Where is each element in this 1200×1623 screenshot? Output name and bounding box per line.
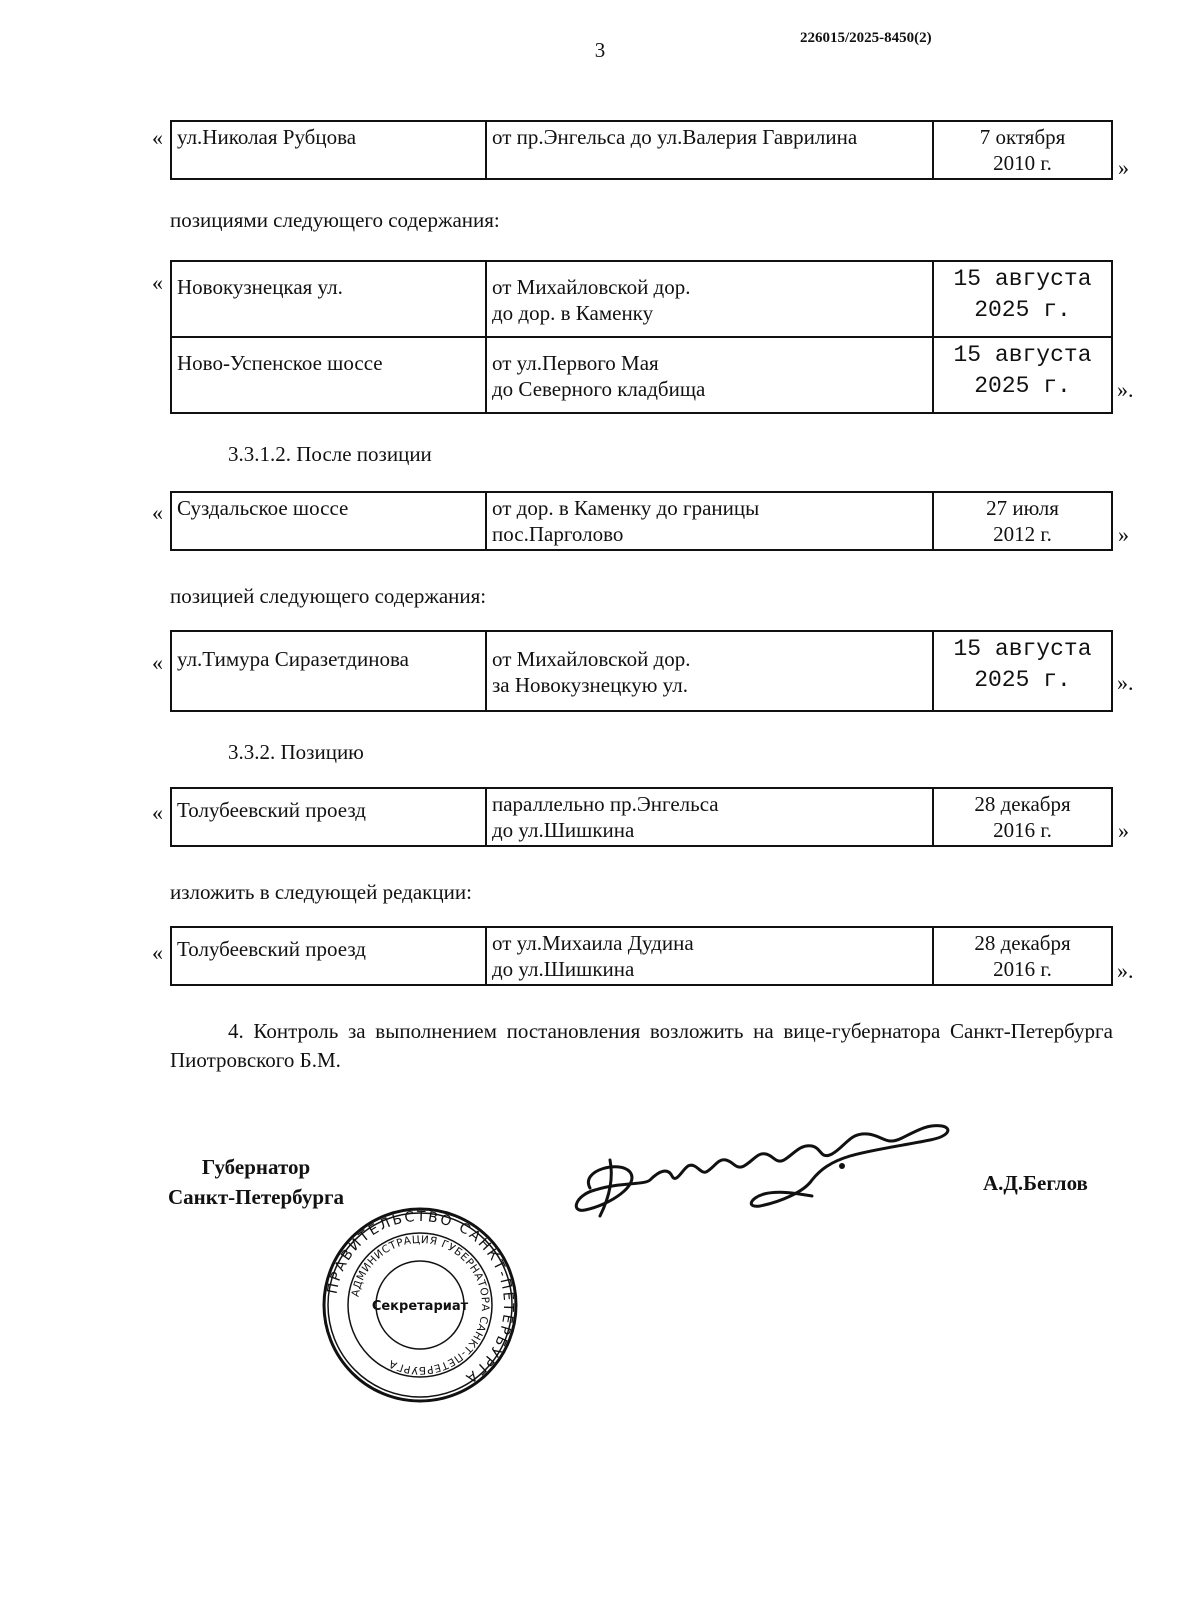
section-line: от ул.Михаила Дудина [492,931,694,955]
date-line: 15 августа [953,266,1092,292]
closing-quote: » [1118,522,1129,547]
table-row [171,261,1112,337]
street-cell: Ново-Успенское шоссе [171,337,486,413]
closing-quote: ». [1117,377,1134,402]
opening-quote: « [152,270,163,295]
date-line: 2025 г. [974,297,1071,323]
opening-quote: « [152,500,163,525]
section-line: до Северного кладбища [492,377,706,401]
opening-quote: « [152,940,163,965]
section-cell [486,631,933,711]
street-table-5 [170,787,1113,847]
signatory-title [168,1152,344,1212]
table-row [171,631,1112,711]
date-cell [933,927,1112,985]
street-cell: Суздальское шоссе [171,492,486,550]
date-line: 2010 г. [993,151,1052,175]
date-line: 2012 г. [993,522,1052,546]
street-cell: Новокузнецкая ул. [171,261,486,337]
section-line: от дор. в Каменку до границы [492,496,760,520]
section-cell [486,261,933,337]
stamp-outer-text: ПРАВИТЕЛЬСТВО САНКТ-ПЕТЕРБУРГА [324,1208,517,1387]
signatory-name: А.Д.Беглов [983,1171,1088,1195]
section-line: пос.Парголово [492,522,624,546]
paragraph-redaction: изложить в следующей редакции: [170,880,472,904]
street-cell: Толубеевский проезд [171,788,486,846]
official-stamp [320,1205,520,1405]
table-row [171,337,1112,413]
page-number: 3 [594,38,606,62]
closing-quote: ». [1117,670,1134,695]
handwritten-signature [550,1110,970,1230]
date-line: 27 июля [986,496,1059,520]
street-cell: ул.Тимура Сиразетдинова [171,631,486,711]
section-line: от Михайловской дор. [492,275,691,299]
clause-4: 4. Контроль за выполнением постановления возложить на вице-губернатора Санкт-Петербурга Пиотровского Б.М. [170,1019,1113,1072]
date-cell [933,631,1112,711]
closing-quote: ». [1117,958,1134,983]
date-line: 2025 г. [974,373,1071,399]
date-line: 2016 г. [993,957,1052,981]
section-line: до ул.Шишкина [492,818,635,842]
stamp-center-text: Секретариат [371,1299,469,1314]
date-cell [933,788,1112,846]
opening-quote: « [152,800,163,825]
street-table-6 [170,926,1113,986]
street-table-3 [170,491,1113,551]
opening-quote: « [152,650,163,675]
street-table-4 [170,630,1113,712]
section-cell [486,788,933,846]
table-row [171,927,1112,985]
paragraph-position: позицией следующего содержания: [170,584,487,608]
date-cell [933,337,1112,413]
section-line: до дор. в Каменку [492,301,654,325]
opening-quote: « [152,125,163,150]
date-line: 15 августа [953,636,1092,662]
street-table-1 [170,120,1113,180]
section-line: от Михайловской дор. [492,647,691,671]
date-line: 7 октября [979,125,1066,149]
date-line: 2025 г. [974,667,1071,693]
closing-quote: » [1118,818,1129,843]
section-cell [486,492,933,550]
section-line: от ул.Первого Мая [492,351,659,375]
paragraph-positions: позициями следующего содержания: [170,208,500,232]
document-id: 226015/2025-8450(2) [800,30,932,46]
section-line: за Новокузнецкую ул. [492,673,688,697]
table-row [171,492,1112,550]
date-cell [933,492,1112,550]
heading-3-3-2: 3.3.2. Позицию [228,740,364,764]
section-line: параллельно пр.Энгельса [492,792,719,816]
date-line: 28 декабря [974,931,1071,955]
closing-quote: » [1118,155,1129,180]
heading-3-3-1-2: 3.3.1.2. После позиции [228,442,432,466]
section-line: до ул.Шишкина [492,957,635,981]
date-line: 28 декабря [974,792,1071,816]
street-cell: Толубеевский проезд [171,927,486,985]
table-row [171,121,1112,179]
street-cell: ул.Николая Рубцова [171,121,486,179]
date-cell [933,261,1112,337]
date-line: 2016 г. [993,818,1052,842]
section-cell [486,337,933,413]
signatory-title-line: Санкт-Петербурга [168,1185,345,1209]
table-row [171,788,1112,846]
signatory-title-line: Губернатор [201,1155,311,1179]
section-cell: от пр.Энгельса до ул.Валерия Гаврилина [486,121,933,179]
stamp-inner-text: АДМИНИСТРАЦИЯ ГУБЕРНАТОРА САНКТ-ПЕТЕРБУРГА [349,1233,492,1377]
street-table-2 [170,260,1113,414]
date-line: 15 августа [953,342,1092,368]
date-cell [933,121,1112,179]
section-cell [486,927,933,985]
